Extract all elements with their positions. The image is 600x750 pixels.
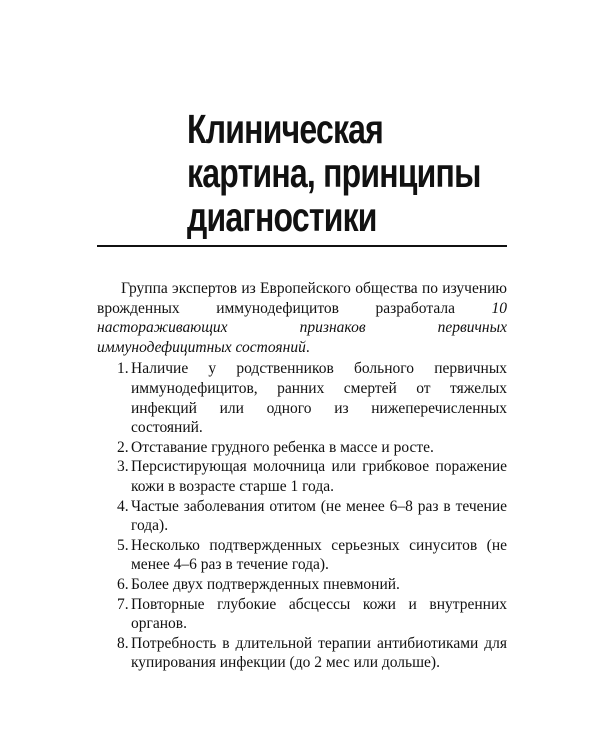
list-item xyxy=(97,438,507,458)
list-item-number: 3. xyxy=(117,458,129,476)
list-item-text: Повторные глубокие абсцессы кожи и внутренних органов. xyxy=(131,595,507,633)
intro-paragraph xyxy=(97,279,507,357)
chapter-title-line-2: картина, принципы xyxy=(187,150,481,197)
intro-period: . xyxy=(305,338,310,356)
list-item xyxy=(97,497,507,536)
list-item-text: Персистирующая молочница или грибковое поражение кожи в возрасте старше 1 года. xyxy=(131,458,507,495)
chapter-title xyxy=(187,106,481,241)
body-text xyxy=(97,279,507,673)
list-item-number: 6. xyxy=(117,575,129,593)
warning-signs-list xyxy=(97,359,507,673)
intro-text: Группа экспертов из Европейского общества по изучению врожденных иммунодефицитов разработала xyxy=(97,280,507,317)
list-item xyxy=(97,575,507,595)
list-item xyxy=(97,634,507,673)
list-item-number: 7. xyxy=(117,595,129,613)
list-item-text: Более двух подтвержденных пневмоний. xyxy=(131,575,400,593)
list-item-number: 4. xyxy=(117,497,129,515)
intro-emphasis: 10 настораживающих признаков первичных иммунодефицитных состояний xyxy=(97,299,507,356)
title-divider xyxy=(97,245,507,247)
list-item-text: Несколько подтвержденных серьезных синуситов (не менее 4–6 раз в течение года). xyxy=(131,536,507,574)
list-item-number: 1. xyxy=(117,360,129,378)
list-item xyxy=(97,536,507,575)
list-item-text: Частые заболевания отитом (не менее 6–8 раз в течение года). xyxy=(131,497,507,535)
list-item-text: Наличие у родственников больного первичных иммунодефицитов, ранних смертей от тяжелых инфекций или одного из нижеперечисленных состояний. xyxy=(131,360,507,437)
list-item-number: 2. xyxy=(117,438,129,456)
list-item-text: Отставание грудного ребенка в массе и росте. xyxy=(131,438,434,456)
chapter-title-line-1: Клиническая xyxy=(187,106,384,153)
list-item xyxy=(97,457,507,496)
list-item xyxy=(97,359,507,437)
list-item-text: Потребность в длительной терапии антибиотиками для купирования инфекции (до 2 мес или дольше). xyxy=(131,634,507,672)
list-item xyxy=(97,595,507,634)
list-item-number: 8. xyxy=(117,634,129,652)
chapter-title-line-3: диагностики xyxy=(187,194,377,241)
list-item-number: 5. xyxy=(117,536,129,554)
